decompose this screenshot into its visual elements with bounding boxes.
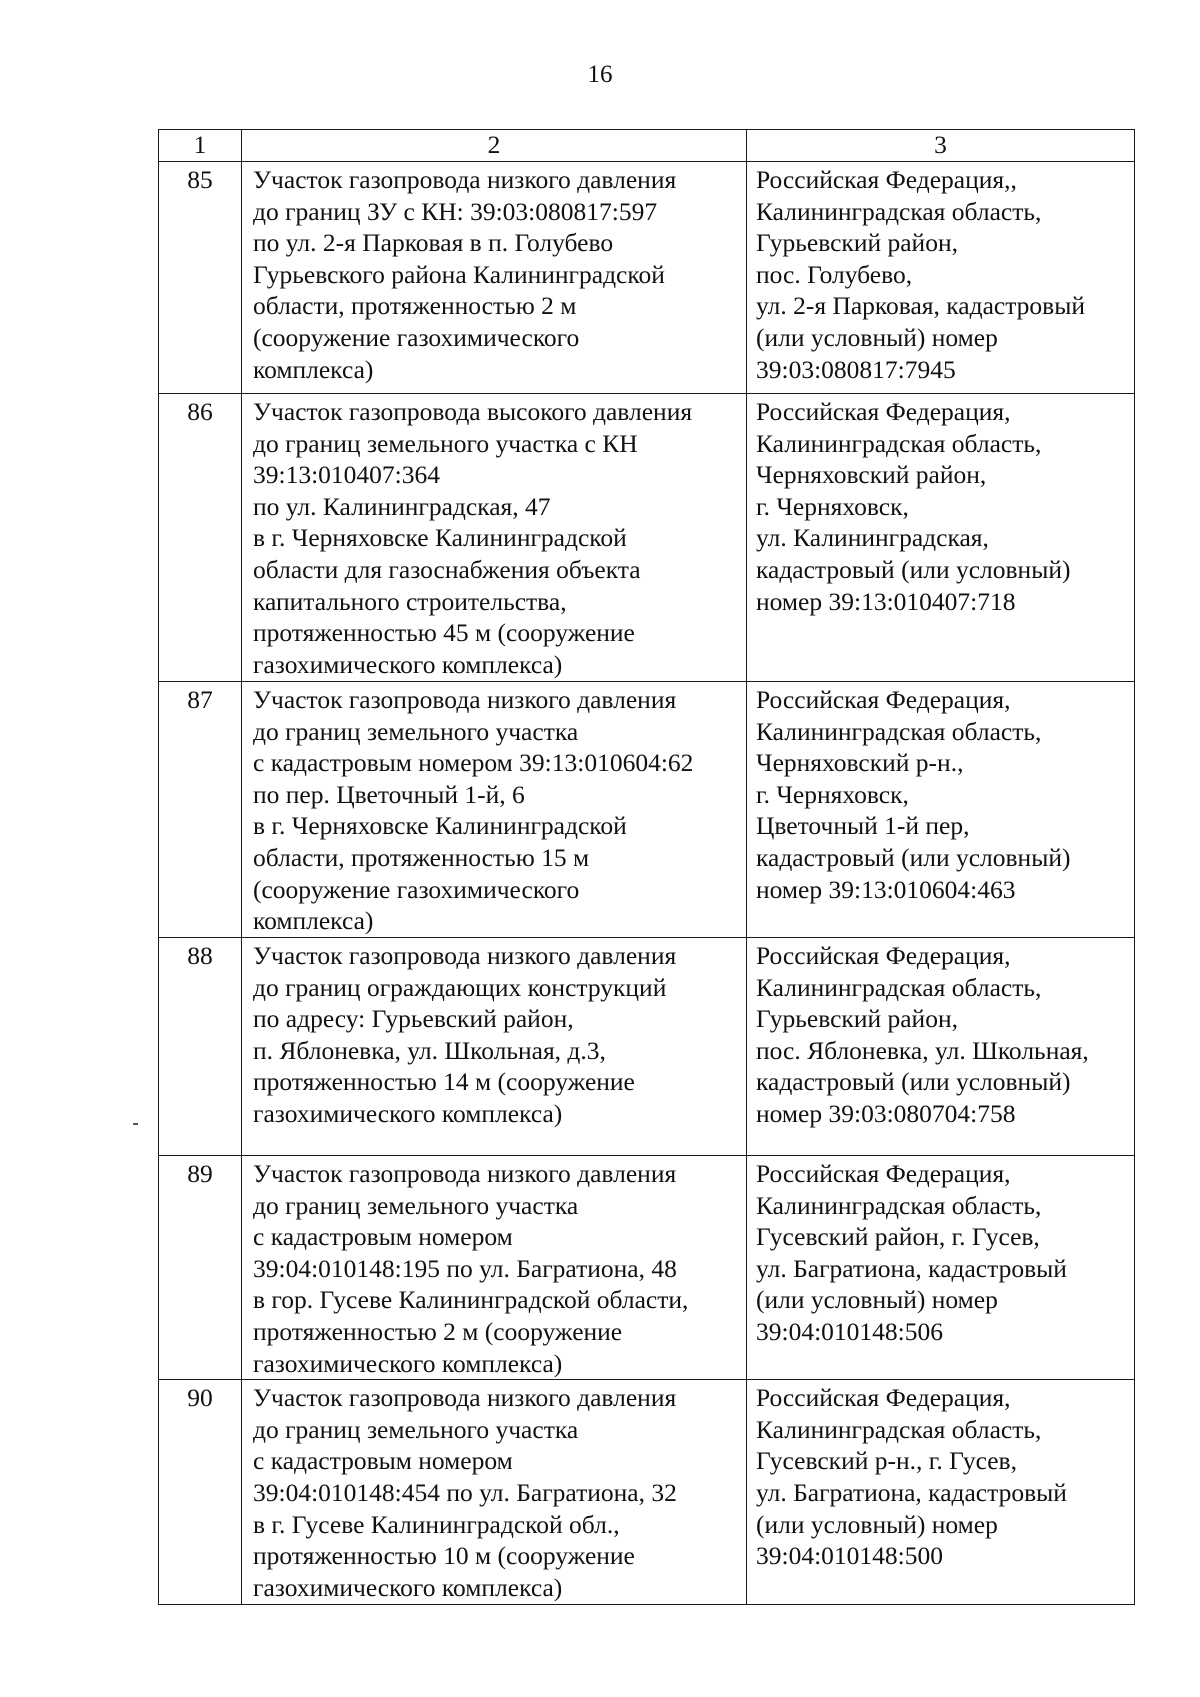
row-number: 87 xyxy=(159,682,242,938)
table-row xyxy=(159,394,1135,682)
row-description: Участок газопровода низкого давления до границ ЗУ с КН: 39:03:080817:597 по ул. 2-я Парковая в п. Голубево Гурьевского района Калининградской области, протяженностью 2 м (сооружение газохимического комплекса) xyxy=(242,162,747,394)
row-address: Российская Федерация, Калининградская область, Гусевский р-н., г. Гусев, ул. Багратиона, кадастровый (или условный) номер 39:04:010148:500 xyxy=(747,1380,1135,1605)
property-table xyxy=(158,129,1135,1605)
row-address: Российская Федерация, Калининградская область, Черняховский район, г. Черняховск, ул. Калининградская, кадастровый (или условный) номер 39:13:010407:718 xyxy=(747,394,1135,682)
page-number: 16 xyxy=(587,61,613,88)
row-number: 86 xyxy=(159,394,242,682)
table-row xyxy=(159,1380,1135,1605)
row-address: Российская Федерация, Калининградская область, Черняховский р-н., г. Черняховск, Цветочный 1-й пер, кадастровый (или условный) номер 39:13:010604:463 xyxy=(747,682,1135,938)
row-description: Участок газопровода низкого давления до границ земельного участка с кадастровым номером 39:13:010604:62 по пер. Цветочный 1-й, 6 в г. Черняховске Калининградской области, протяженностью 15 м (сооружение газохимического комплекса) xyxy=(242,682,747,938)
table-row xyxy=(159,682,1135,938)
column-header-description: 2 xyxy=(242,130,747,162)
column-header-number: 1 xyxy=(159,130,242,162)
table-row xyxy=(159,938,1135,1156)
row-description: Участок газопровода высокого давления до границ земельного участка с КН 39:13:010407:364 по ул. Калининградская, 47 в г. Черняховске Калининградской области для газоснабжения объекта капитального строительства, протяженностью 45 м (сооружение газохимического комплекса) xyxy=(242,394,747,682)
table-header-row xyxy=(159,130,1135,162)
row-description: Участок газопровода низкого давления до границ земельного участка с кадастровым номером 39:04:010148:195 по ул. Багратиона, 48 в гор. Гусеве Калининградской области, протяженностью 2 м (сооружение газохимического комплекса) xyxy=(242,1156,747,1380)
table-row xyxy=(159,162,1135,394)
row-number: 88 xyxy=(159,938,242,1156)
row-number: 85 xyxy=(159,162,242,394)
row-address: Российская Федерация, Калининградская область, Гурьевский район, пос. Яблоневка, ул. Школьная, кадастровый (или условный) номер 39:03:080704:758 xyxy=(747,938,1135,1156)
row-description: Участок газопровода низкого давления до границ ограждающих конструкций по адресу: Гурьевский район, п. Яблоневка, ул. Школьная, д.3, протяженностью 14 м (сооружение газохимического комплекса) xyxy=(242,938,747,1156)
table-row xyxy=(159,1156,1135,1380)
row-number: 89 xyxy=(159,1156,242,1380)
row-address: Российская Федерация,, Калининградская область, Гурьевский район, пос. Голубево, ул. 2-я Парковая, кадастровый (или условный) номер 39:03:080817:7945 xyxy=(747,162,1135,394)
row-description: Участок газопровода низкого давления до границ земельного участка с кадастровым номером 39:04:010148:454 по ул. Багратиона, 32 в г. Гусеве Калининградской обл., протяженностью 10 м (сооружение газохимического комплекса) xyxy=(242,1380,747,1605)
row-address: Российская Федерация, Калининградская область, Гусевский район, г. Гусев, ул. Багратиона, кадастровый (или условный) номер 39:04:010148:506 xyxy=(747,1156,1135,1380)
scan-artifact-mark xyxy=(133,1123,138,1125)
column-header-address: 3 xyxy=(747,130,1135,162)
row-number: 90 xyxy=(159,1380,242,1605)
